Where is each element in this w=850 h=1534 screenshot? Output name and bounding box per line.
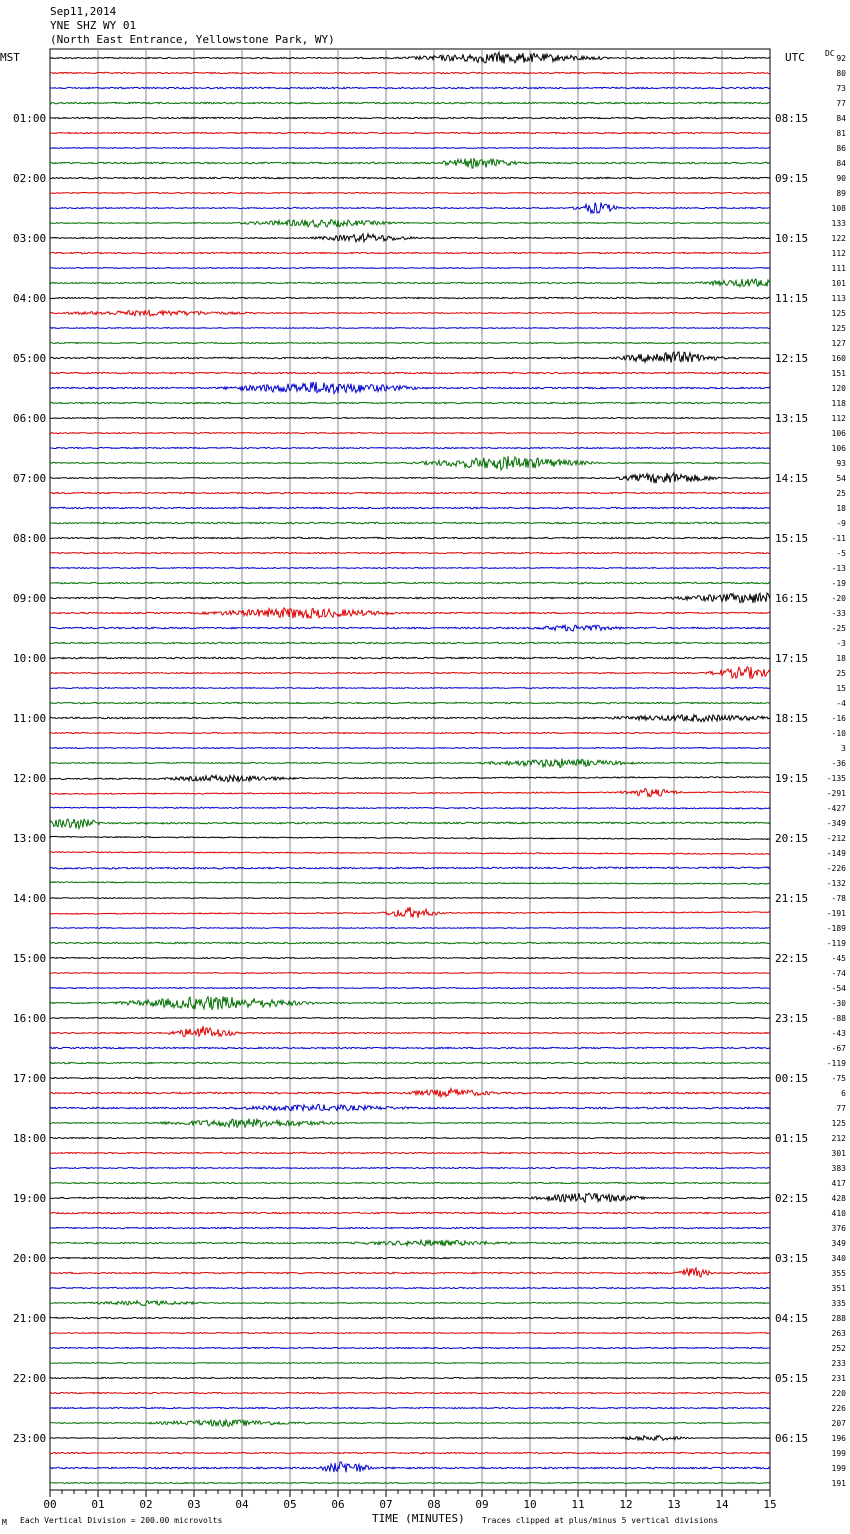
dc-offset-label: 151 xyxy=(831,369,846,378)
dc-offset-label: 120 xyxy=(831,384,846,393)
dc-offset-label: 160 xyxy=(831,354,846,363)
dc-offset-label: -427 xyxy=(826,804,846,813)
seismic-trace xyxy=(50,836,770,839)
right-hour-label: 14:15 xyxy=(775,472,809,485)
dc-offset-label: -226 xyxy=(826,864,846,873)
axis-labels xyxy=(13,54,846,1511)
seismic-trace xyxy=(50,1363,770,1364)
seismic-trace xyxy=(50,177,770,178)
seismic-trace xyxy=(50,867,770,869)
seismic-trace xyxy=(50,748,770,749)
seismic-trace xyxy=(50,988,770,989)
seismic-trace xyxy=(50,667,770,679)
seismic-trace xyxy=(50,1167,770,1168)
dc-offset-label: 252 xyxy=(831,1344,846,1353)
dc-offset-label: -36 xyxy=(831,759,846,768)
dc-offset-label: 335 xyxy=(831,1299,846,1308)
seismic-trace xyxy=(50,1452,770,1453)
dc-offset-label: -88 xyxy=(831,1014,846,1023)
dc-offset-label: 383 xyxy=(831,1164,846,1173)
seismic-trace xyxy=(50,759,770,768)
dc-offset-label: 196 xyxy=(831,1434,846,1443)
right-hour-label: 04:15 xyxy=(775,1312,809,1325)
dc-offset-label: 77 xyxy=(836,1104,846,1113)
seismic-trace xyxy=(50,87,770,88)
seismic-trace xyxy=(50,456,770,470)
seismic-trace xyxy=(50,1462,770,1473)
dc-offset-label: 125 xyxy=(831,324,846,333)
left-hour-label: 21:00 xyxy=(13,1312,47,1325)
dc-offset-label: 355 xyxy=(831,1269,846,1278)
dc-offset-label: 90 xyxy=(836,174,846,183)
seismic-trace xyxy=(50,310,770,316)
dc-offset-label: 25 xyxy=(836,669,846,678)
footer-clip-note: Traces clipped at plus/minus 5 vertical divisions xyxy=(482,1516,719,1525)
dc-offset-label: -135 xyxy=(826,774,846,783)
seismic-trace xyxy=(50,522,770,523)
left-hour-label: 16:00 xyxy=(13,1012,47,1025)
right-hour-label: 09:15 xyxy=(775,172,809,185)
seismic-trace xyxy=(50,1392,770,1393)
seismic-trace xyxy=(50,996,770,1010)
dc-offset-label: 18 xyxy=(836,654,846,663)
dc-offset-label: -19 xyxy=(831,579,846,588)
right-hour-label: 23:15 xyxy=(775,1012,809,1025)
corner-mark: M xyxy=(2,1518,7,1527)
seismic-trace xyxy=(50,882,770,885)
dc-offset-label: 106 xyxy=(831,429,846,438)
left-hour-label: 09:00 xyxy=(13,592,47,605)
seismic-trace xyxy=(50,1026,770,1037)
seismic-trace xyxy=(50,268,770,269)
seismic-trace xyxy=(50,1227,770,1228)
dc-offset-label: -25 xyxy=(831,624,846,633)
right-hour-label: 00:15 xyxy=(775,1072,809,1085)
x-tick-label: 11 xyxy=(571,1498,585,1511)
dc-offset-label: 81 xyxy=(836,129,846,138)
left-hour-label: 05:00 xyxy=(13,352,47,365)
dc-offset-label: 376 xyxy=(831,1224,846,1233)
dc-offset-label: 351 xyxy=(831,1284,846,1293)
dc-offset-label: 25 xyxy=(836,489,846,498)
seismic-trace xyxy=(50,117,770,118)
dc-offset-label: 84 xyxy=(836,159,846,168)
dc-offset-label: 417 xyxy=(831,1179,846,1188)
dc-offset-label: -191 xyxy=(826,909,846,918)
seismic-trace xyxy=(50,702,770,703)
dc-offset-label: 6 xyxy=(841,1089,846,1098)
left-hour-label: 11:00 xyxy=(13,712,47,725)
seismic-trace xyxy=(50,582,770,583)
dc-offset-label: -16 xyxy=(831,714,846,723)
dc-offset-label: 118 xyxy=(831,399,846,408)
dc-offset-label: 101 xyxy=(831,279,846,288)
x-tick-label: 02 xyxy=(139,1498,153,1511)
dc-offset-label: 80 xyxy=(836,69,846,78)
x-axis-title: TIME (MINUTES) xyxy=(372,1512,465,1525)
seismic-trace xyxy=(50,1047,770,1048)
seismic-trace xyxy=(50,958,770,959)
seismic-trace xyxy=(50,102,770,104)
left-hour-label: 01:00 xyxy=(13,112,47,125)
x-tick-label: 04 xyxy=(235,1498,249,1511)
seismic-trace xyxy=(50,219,770,227)
dc-offset-label: 106 xyxy=(831,444,846,453)
right-hour-label: 13:15 xyxy=(775,412,809,425)
seismic-trace xyxy=(50,1333,770,1334)
right-hour-label: 18:15 xyxy=(775,712,809,725)
seismic-trace xyxy=(50,328,770,329)
time-grid xyxy=(50,49,770,1497)
x-tick-label: 07 xyxy=(379,1498,393,1511)
seismic-trace xyxy=(50,507,770,508)
dc-offset-label: 54 xyxy=(836,474,846,483)
seismic-trace xyxy=(50,1377,770,1378)
right-hour-label: 10:15 xyxy=(775,232,809,245)
seismic-trace xyxy=(50,608,770,619)
seismic-trace xyxy=(50,552,770,553)
left-hour-label: 18:00 xyxy=(13,1132,47,1145)
dc-offset-label: -119 xyxy=(826,1059,846,1068)
dc-offset-label: 77 xyxy=(836,99,846,108)
x-tick-label: 00 xyxy=(43,1498,57,1511)
dc-offset-label: 89 xyxy=(836,189,846,198)
seismic-trace xyxy=(50,279,770,287)
dc-offset-label: 301 xyxy=(831,1149,846,1158)
left-hour-label: 13:00 xyxy=(13,832,47,845)
dc-offset-label: 288 xyxy=(831,1314,846,1323)
seismic-trace xyxy=(50,132,770,133)
seismic-trace xyxy=(50,1119,770,1128)
left-hour-label: 02:00 xyxy=(13,172,47,185)
dc-offset-label: 191 xyxy=(831,1479,846,1488)
dc-offset-label: 226 xyxy=(831,1404,846,1413)
dc-offset-label: 263 xyxy=(831,1329,846,1338)
dc-offset-label: -149 xyxy=(826,849,846,858)
dc-offset-label: 73 xyxy=(836,84,846,93)
dc-offset-label: 212 xyxy=(831,1134,846,1143)
left-hour-label: 10:00 xyxy=(13,652,47,665)
seismic-trace xyxy=(50,1436,770,1441)
x-tick-label: 06 xyxy=(331,1498,345,1511)
seismic-trace xyxy=(50,1483,770,1484)
dc-offset-label: -189 xyxy=(826,924,846,933)
dc-offset-label: 428 xyxy=(831,1194,846,1203)
right-hour-label: 06:15 xyxy=(775,1432,809,1445)
x-tick-label: 09 xyxy=(475,1498,489,1511)
seismic-trace xyxy=(50,372,770,374)
dc-offset-label: 220 xyxy=(831,1389,846,1398)
seismic-trace xyxy=(50,1317,770,1318)
right-hour-label: 15:15 xyxy=(775,532,809,545)
dc-offset-label: 18 xyxy=(836,504,846,513)
dc-offset-label: 349 xyxy=(831,1239,846,1248)
dc-offset-label: 93 xyxy=(836,459,846,468)
dc-offset-label: -291 xyxy=(826,789,846,798)
seismic-trace xyxy=(50,473,770,484)
dc-offset-label: 112 xyxy=(831,249,846,258)
seismic-trace xyxy=(50,807,770,809)
dc-offset-label: -132 xyxy=(826,879,846,888)
dc-offset-label: -349 xyxy=(826,819,846,828)
dc-offset-label: 125 xyxy=(831,309,846,318)
seismic-trace xyxy=(50,492,770,493)
seismic-trace xyxy=(50,1182,770,1183)
dc-offset-label: -119 xyxy=(826,939,846,948)
left-hour-label: 08:00 xyxy=(13,532,47,545)
seismic-trace xyxy=(50,775,770,781)
seismic-trace xyxy=(50,593,770,603)
seismic-trace xyxy=(50,568,770,569)
x-tick-label: 05 xyxy=(283,1498,297,1511)
dc-offset-label: -4 xyxy=(836,699,846,708)
footer-scale-note: Each Vertical Division = 200.00 microvolts xyxy=(20,1516,223,1525)
left-hour-label: 12:00 xyxy=(13,772,47,785)
x-tick-label: 08 xyxy=(427,1498,441,1511)
right-hour-label: 08:15 xyxy=(775,112,809,125)
dc-offset-label: -30 xyxy=(831,999,846,1008)
dc-offset-label: -74 xyxy=(831,969,846,978)
left-hour-label: 22:00 xyxy=(13,1372,47,1385)
right-hour-label: 16:15 xyxy=(775,592,809,605)
dc-offset-label: -45 xyxy=(831,954,846,963)
dc-offset-label: 133 xyxy=(831,219,846,228)
dc-offset-label: -5 xyxy=(836,549,846,558)
dc-offset-label: 231 xyxy=(831,1374,846,1383)
right-hour-label: 02:15 xyxy=(775,1192,809,1205)
seismic-trace xyxy=(50,819,770,829)
dc-offset-label: 15 xyxy=(836,684,846,693)
dc-offset-label: -75 xyxy=(831,1074,846,1083)
seismic-trace xyxy=(50,432,770,433)
seismic-traces xyxy=(50,52,770,1483)
seismic-trace xyxy=(50,789,770,797)
dc-offset-label: 410 xyxy=(831,1209,846,1218)
dc-offset-label: -212 xyxy=(826,834,846,843)
seismic-trace xyxy=(50,928,770,929)
dc-offset-label: 122 xyxy=(831,234,846,243)
seismic-trace xyxy=(50,625,770,631)
right-timezone-label: UTC xyxy=(785,51,805,64)
dc-offset-label: 127 xyxy=(831,339,846,348)
left-hour-label: 14:00 xyxy=(13,892,47,905)
seismic-trace xyxy=(50,352,770,363)
dc-offset-label: 84 xyxy=(836,114,846,123)
left-hour-label: 23:00 xyxy=(13,1432,47,1445)
dc-offset-label: 233 xyxy=(831,1359,846,1368)
dc-offset-label: -54 xyxy=(831,984,846,993)
dc-offset-label: 199 xyxy=(831,1449,846,1458)
x-tick-label: 01 xyxy=(91,1498,105,1511)
dc-offset-label: -10 xyxy=(831,729,846,738)
dc-offset-label: 111 xyxy=(831,264,846,273)
dc-offset-label: -3 xyxy=(836,639,846,648)
seismic-trace xyxy=(50,852,770,855)
header-location: (North East Entrance, Yellowstone Park, WY) xyxy=(50,33,335,46)
header-date: Sep11,2014 xyxy=(50,5,117,18)
dc-offset-label: 108 xyxy=(831,204,846,213)
dc-offset-label: -43 xyxy=(831,1029,846,1038)
seismic-trace xyxy=(50,1301,770,1306)
right-hour-label: 01:15 xyxy=(775,1132,809,1145)
seismic-trace xyxy=(50,72,770,73)
seismic-trace xyxy=(50,1018,770,1019)
x-tick-label: 03 xyxy=(187,1498,201,1511)
right-hour-label: 21:15 xyxy=(775,892,809,905)
right-hour-label: 17:15 xyxy=(775,652,809,665)
right-hour-label: 19:15 xyxy=(775,772,809,785)
right-hour-label: 11:15 xyxy=(775,292,809,305)
dc-offset-label: 3 xyxy=(841,744,846,753)
seismic-trace xyxy=(50,715,770,722)
left-hour-label: 04:00 xyxy=(13,292,47,305)
seismic-trace xyxy=(50,343,770,344)
dc-offset-label: 125 xyxy=(831,1119,846,1128)
seismic-trace xyxy=(50,1347,770,1348)
seismic-trace xyxy=(50,907,770,918)
right-hour-label: 12:15 xyxy=(775,352,809,365)
dc-offset-label: 112 xyxy=(831,414,846,423)
left-hour-label: 19:00 xyxy=(13,1192,47,1205)
dc-offset-label: 113 xyxy=(831,294,846,303)
seismic-trace xyxy=(50,1062,770,1063)
seismic-trace xyxy=(50,1137,770,1138)
dc-offset-label: 199 xyxy=(831,1464,846,1473)
left-hour-label: 03:00 xyxy=(13,232,47,245)
seismic-trace xyxy=(50,402,770,403)
dc-offset-label: -33 xyxy=(831,609,846,618)
seismic-trace xyxy=(50,1407,770,1408)
seismic-trace xyxy=(50,1240,770,1246)
seismic-trace xyxy=(50,148,770,149)
left-hour-label: 15:00 xyxy=(13,952,47,965)
seismic-trace xyxy=(50,973,770,974)
dc-offset-label: -13 xyxy=(831,564,846,573)
seismic-trace xyxy=(50,1257,770,1258)
x-tick-label: 12 xyxy=(619,1498,633,1511)
seismic-trace xyxy=(50,1420,770,1427)
seismic-trace xyxy=(50,1152,770,1153)
seismic-trace xyxy=(50,1104,770,1111)
dc-offset-label: -78 xyxy=(831,894,846,903)
x-tick-label: 14 xyxy=(715,1498,729,1511)
seismic-trace xyxy=(50,1077,770,1078)
left-hour-label: 20:00 xyxy=(13,1252,47,1265)
seismic-trace xyxy=(50,942,770,943)
dc-offset-label: -20 xyxy=(831,594,846,603)
seismic-trace xyxy=(50,732,770,733)
dc-offset-label: 340 xyxy=(831,1254,846,1263)
seismic-trace xyxy=(50,1089,770,1097)
dc-offset-label: 92 xyxy=(836,54,846,63)
seismic-trace xyxy=(50,1193,770,1202)
dc-offset-label: 207 xyxy=(831,1419,846,1428)
seismic-trace xyxy=(50,158,770,168)
seismic-trace xyxy=(50,382,770,394)
left-hour-label: 06:00 xyxy=(13,412,47,425)
x-tick-label: 15 xyxy=(763,1498,777,1511)
seismic-trace xyxy=(50,537,770,538)
seismic-trace xyxy=(50,297,770,298)
right-hour-label: 20:15 xyxy=(775,832,809,845)
x-tick-label: 13 xyxy=(667,1498,681,1511)
right-hour-label: 22:15 xyxy=(775,952,809,965)
seismic-trace xyxy=(50,1268,770,1277)
seismic-trace xyxy=(50,234,770,242)
seismic-trace xyxy=(50,52,770,63)
x-tick-label: 10 xyxy=(523,1498,537,1511)
seismic-trace xyxy=(50,447,770,448)
right-hour-label: 03:15 xyxy=(775,1252,809,1265)
seismic-trace xyxy=(50,417,770,418)
left-hour-label: 07:00 xyxy=(13,472,47,485)
seismic-trace xyxy=(50,898,770,899)
seismic-trace xyxy=(50,1287,770,1288)
dc-offset-label: -67 xyxy=(831,1044,846,1053)
dc-offset-label: -11 xyxy=(831,534,846,543)
seismic-trace xyxy=(50,252,770,253)
seismic-trace xyxy=(50,688,770,689)
left-hour-label: 17:00 xyxy=(13,1072,47,1085)
seismic-trace xyxy=(50,203,770,214)
header-station: YNE SHZ WY 01 xyxy=(50,19,137,32)
right-hour-label: 05:15 xyxy=(775,1372,809,1385)
dc-label: DC xyxy=(825,49,835,58)
dc-offset-label: 86 xyxy=(836,144,846,153)
seismic-trace xyxy=(50,192,770,193)
seismic-trace xyxy=(50,657,770,659)
seismic-trace xyxy=(50,1212,770,1214)
dc-offset-label: -9 xyxy=(836,519,846,528)
left-timezone-label: MST xyxy=(0,51,20,64)
seismic-trace xyxy=(50,642,770,643)
